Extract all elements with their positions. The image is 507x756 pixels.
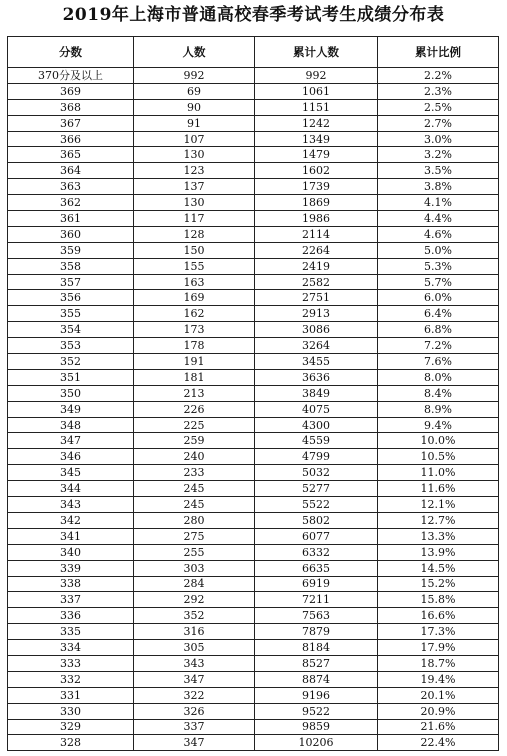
cell-cumulative-count: 7879 xyxy=(255,624,378,640)
cell-count: 69 xyxy=(134,83,255,99)
table-row xyxy=(8,719,499,735)
cell-cumulative-count: 9859 xyxy=(255,719,378,735)
cell-cumulative-ratio: 15.8% xyxy=(378,592,499,608)
cell-cumulative-count: 10206 xyxy=(255,735,378,751)
cell-count: 150 xyxy=(134,242,255,258)
cell-score: 358 xyxy=(8,258,134,274)
cell-count: 337 xyxy=(134,719,255,735)
cell-cumulative-count: 4075 xyxy=(255,401,378,417)
cell-count: 343 xyxy=(134,655,255,671)
cell-score: 359 xyxy=(8,242,134,258)
cell-count: 255 xyxy=(134,544,255,560)
cell-count: 128 xyxy=(134,226,255,242)
cell-cumulative-count: 8184 xyxy=(255,640,378,656)
cell-cumulative-count: 7563 xyxy=(255,608,378,624)
cell-cumulative-count: 4559 xyxy=(255,433,378,449)
cell-score: 350 xyxy=(8,385,134,401)
cell-score: 352 xyxy=(8,354,134,370)
table-row xyxy=(8,608,499,624)
table-row xyxy=(8,131,499,147)
cell-cumulative-count: 5277 xyxy=(255,481,378,497)
table-row xyxy=(8,338,499,354)
cell-count: 181 xyxy=(134,369,255,385)
cell-cumulative-count: 6332 xyxy=(255,544,378,560)
cell-score: 333 xyxy=(8,655,134,671)
cell-count: 292 xyxy=(134,592,255,608)
cell-score: 357 xyxy=(8,274,134,290)
table-row xyxy=(8,274,499,290)
cell-cumulative-count: 1479 xyxy=(255,147,378,163)
cell-cumulative-ratio: 2.5% xyxy=(378,99,499,115)
cell-cumulative-ratio: 6.4% xyxy=(378,306,499,322)
cell-cumulative-ratio: 8.0% xyxy=(378,369,499,385)
cell-score: 345 xyxy=(8,465,134,481)
table-row xyxy=(8,163,499,179)
cell-score: 342 xyxy=(8,512,134,528)
cell-score: 348 xyxy=(8,417,134,433)
cell-count: 322 xyxy=(134,687,255,703)
cell-count: 992 xyxy=(134,68,255,84)
cell-score: 339 xyxy=(8,560,134,576)
cell-count: 352 xyxy=(134,608,255,624)
cell-score: 341 xyxy=(8,528,134,544)
cell-cumulative-count: 4799 xyxy=(255,449,378,465)
cell-count: 213 xyxy=(134,385,255,401)
table-row xyxy=(8,592,499,608)
cell-cumulative-ratio: 4.6% xyxy=(378,226,499,242)
cell-score: 360 xyxy=(8,226,134,242)
cell-count: 259 xyxy=(134,433,255,449)
cell-cumulative-count: 2913 xyxy=(255,306,378,322)
cell-cumulative-count: 1739 xyxy=(255,179,378,195)
table-row xyxy=(8,258,499,274)
table-row xyxy=(8,735,499,751)
cell-count: 91 xyxy=(134,115,255,131)
cell-cumulative-ratio: 9.4% xyxy=(378,417,499,433)
cell-cumulative-ratio: 13.3% xyxy=(378,528,499,544)
table-body xyxy=(8,68,499,751)
cell-cumulative-count: 3455 xyxy=(255,354,378,370)
cell-cumulative-ratio: 3.5% xyxy=(378,163,499,179)
table-row xyxy=(8,179,499,195)
table-row xyxy=(8,449,499,465)
cell-cumulative-count: 2264 xyxy=(255,242,378,258)
cell-cumulative-ratio: 6.8% xyxy=(378,322,499,338)
cell-score: 362 xyxy=(8,195,134,211)
table-row xyxy=(8,417,499,433)
cell-score: 332 xyxy=(8,671,134,687)
cell-cumulative-count: 2114 xyxy=(255,226,378,242)
cell-score: 366 xyxy=(8,131,134,147)
table-row xyxy=(8,576,499,592)
cell-count: 169 xyxy=(134,290,255,306)
cell-count: 90 xyxy=(134,99,255,115)
cell-count: 245 xyxy=(134,481,255,497)
table-row xyxy=(8,290,499,306)
cell-score: 336 xyxy=(8,608,134,624)
cell-count: 240 xyxy=(134,449,255,465)
cell-score: 346 xyxy=(8,449,134,465)
cell-score: 369 xyxy=(8,83,134,99)
cell-cumulative-count: 5522 xyxy=(255,497,378,513)
table-row xyxy=(8,195,499,211)
table-row xyxy=(8,655,499,671)
cell-cumulative-count: 7211 xyxy=(255,592,378,608)
cell-cumulative-ratio: 7.2% xyxy=(378,338,499,354)
cell-cumulative-count: 6919 xyxy=(255,576,378,592)
table-row xyxy=(8,68,499,84)
table-row xyxy=(8,115,499,131)
cell-count: 275 xyxy=(134,528,255,544)
cell-score: 356 xyxy=(8,290,134,306)
cell-count: 316 xyxy=(134,624,255,640)
cell-cumulative-ratio: 2.3% xyxy=(378,83,499,99)
cell-cumulative-count: 2582 xyxy=(255,274,378,290)
cell-score: 330 xyxy=(8,703,134,719)
cell-cumulative-ratio: 2.2% xyxy=(378,68,499,84)
cell-score: 335 xyxy=(8,624,134,640)
cell-count: 107 xyxy=(134,131,255,147)
cell-score: 361 xyxy=(8,211,134,227)
cell-count: 226 xyxy=(134,401,255,417)
cell-cumulative-ratio: 20.1% xyxy=(378,687,499,703)
cell-count: 245 xyxy=(134,497,255,513)
cell-score: 343 xyxy=(8,497,134,513)
cell-cumulative-count: 1602 xyxy=(255,163,378,179)
cell-score: 340 xyxy=(8,544,134,560)
table-row xyxy=(8,433,499,449)
cell-cumulative-count: 1061 xyxy=(255,83,378,99)
cell-cumulative-count: 3849 xyxy=(255,385,378,401)
cell-cumulative-ratio: 14.5% xyxy=(378,560,499,576)
cell-cumulative-ratio: 10.5% xyxy=(378,449,499,465)
cell-cumulative-ratio: 22.4% xyxy=(378,735,499,751)
cell-cumulative-ratio: 4.1% xyxy=(378,195,499,211)
cell-count: 137 xyxy=(134,179,255,195)
cell-score: 354 xyxy=(8,322,134,338)
cell-cumulative-ratio: 5.7% xyxy=(378,274,499,290)
cell-score: 338 xyxy=(8,576,134,592)
cell-count: 191 xyxy=(134,354,255,370)
cell-cumulative-count: 1242 xyxy=(255,115,378,131)
cell-cumulative-ratio: 2.7% xyxy=(378,115,499,131)
table-row xyxy=(8,687,499,703)
cell-cumulative-count: 3264 xyxy=(255,338,378,354)
cell-cumulative-ratio: 12.7% xyxy=(378,512,499,528)
cell-cumulative-count: 9522 xyxy=(255,703,378,719)
cell-count: 284 xyxy=(134,576,255,592)
cell-count: 117 xyxy=(134,211,255,227)
table-row xyxy=(8,369,499,385)
table-row xyxy=(8,322,499,338)
cell-score: 347 xyxy=(8,433,134,449)
cell-count: 347 xyxy=(134,735,255,751)
table-row xyxy=(8,640,499,656)
cell-score: 355 xyxy=(8,306,134,322)
cell-score: 329 xyxy=(8,719,134,735)
cell-cumulative-count: 1349 xyxy=(255,131,378,147)
cell-cumulative-ratio: 7.6% xyxy=(378,354,499,370)
cell-score: 334 xyxy=(8,640,134,656)
cell-count: 173 xyxy=(134,322,255,338)
cell-cumulative-count: 9196 xyxy=(255,687,378,703)
cell-cumulative-count: 1151 xyxy=(255,99,378,115)
cell-score: 344 xyxy=(8,481,134,497)
cell-cumulative-count: 5032 xyxy=(255,465,378,481)
cell-cumulative-count: 3086 xyxy=(255,322,378,338)
cell-count: 305 xyxy=(134,640,255,656)
table-row xyxy=(8,703,499,719)
table-row xyxy=(8,385,499,401)
cell-cumulative-count: 4300 xyxy=(255,417,378,433)
cell-cumulative-count: 8874 xyxy=(255,671,378,687)
cell-score: 353 xyxy=(8,338,134,354)
cell-score: 331 xyxy=(8,687,134,703)
table-row xyxy=(8,242,499,258)
cell-score: 328 xyxy=(8,735,134,751)
table-row xyxy=(8,354,499,370)
cell-cumulative-count: 5802 xyxy=(255,512,378,528)
table-row xyxy=(8,99,499,115)
cell-cumulative-ratio: 11.0% xyxy=(378,465,499,481)
cell-count: 326 xyxy=(134,703,255,719)
cell-cumulative-ratio: 13.9% xyxy=(378,544,499,560)
cell-cumulative-count: 6077 xyxy=(255,528,378,544)
cell-score: 368 xyxy=(8,99,134,115)
cell-cumulative-ratio: 19.4% xyxy=(378,671,499,687)
cell-score: 351 xyxy=(8,369,134,385)
header-count: 人数 xyxy=(134,37,255,68)
cell-cumulative-count: 8527 xyxy=(255,655,378,671)
cell-cumulative-ratio: 18.7% xyxy=(378,655,499,671)
page-title: 2019年上海市普通高校春季考试考生成绩分布表 xyxy=(62,5,445,25)
cell-cumulative-ratio: 8.4% xyxy=(378,385,499,401)
cell-score: 370分及以上 xyxy=(8,68,134,84)
cell-count: 162 xyxy=(134,306,255,322)
table-row xyxy=(8,528,499,544)
table-row xyxy=(8,83,499,99)
cell-cumulative-ratio: 4.4% xyxy=(378,211,499,227)
cell-score: 363 xyxy=(8,179,134,195)
cell-cumulative-count: 1986 xyxy=(255,211,378,227)
cell-cumulative-ratio: 5.3% xyxy=(378,258,499,274)
cell-count: 130 xyxy=(134,195,255,211)
cell-cumulative-count: 2419 xyxy=(255,258,378,274)
score-distribution-table xyxy=(7,36,499,751)
cell-count: 163 xyxy=(134,274,255,290)
table-row xyxy=(8,512,499,528)
cell-cumulative-ratio: 6.0% xyxy=(378,290,499,306)
cell-cumulative-ratio: 3.8% xyxy=(378,179,499,195)
table-row xyxy=(8,560,499,576)
table-row xyxy=(8,544,499,560)
cell-score: 364 xyxy=(8,163,134,179)
cell-count: 225 xyxy=(134,417,255,433)
table-row xyxy=(8,147,499,163)
header-score: 分数 xyxy=(8,37,134,68)
table-row xyxy=(8,497,499,513)
cell-score: 337 xyxy=(8,592,134,608)
table-row xyxy=(8,671,499,687)
cell-cumulative-ratio: 20.9% xyxy=(378,703,499,719)
cell-count: 303 xyxy=(134,560,255,576)
cell-cumulative-ratio: 5.0% xyxy=(378,242,499,258)
cell-count: 130 xyxy=(134,147,255,163)
cell-cumulative-count: 992 xyxy=(255,68,378,84)
header-cumulative-ratio: 累计比例 xyxy=(378,37,499,68)
table-row xyxy=(8,211,499,227)
cell-count: 123 xyxy=(134,163,255,179)
cell-cumulative-count: 3636 xyxy=(255,369,378,385)
cell-cumulative-ratio: 10.0% xyxy=(378,433,499,449)
cell-cumulative-count: 6635 xyxy=(255,560,378,576)
cell-count: 178 xyxy=(134,338,255,354)
cell-count: 155 xyxy=(134,258,255,274)
cell-cumulative-ratio: 17.3% xyxy=(378,624,499,640)
cell-score: 365 xyxy=(8,147,134,163)
cell-cumulative-ratio: 3.2% xyxy=(378,147,499,163)
cell-cumulative-ratio: 12.1% xyxy=(378,497,499,513)
table-row xyxy=(8,306,499,322)
header-cumulative-count: 累计人数 xyxy=(255,37,378,68)
cell-count: 347 xyxy=(134,671,255,687)
cell-score: 349 xyxy=(8,401,134,417)
cell-cumulative-count: 1869 xyxy=(255,195,378,211)
cell-score: 367 xyxy=(8,115,134,131)
cell-cumulative-count: 2751 xyxy=(255,290,378,306)
table-header-row xyxy=(8,37,499,68)
cell-cumulative-ratio: 15.2% xyxy=(378,576,499,592)
cell-cumulative-ratio: 17.9% xyxy=(378,640,499,656)
cell-cumulative-ratio: 8.9% xyxy=(378,401,499,417)
cell-cumulative-ratio: 21.6% xyxy=(378,719,499,735)
table-row xyxy=(8,226,499,242)
table-row xyxy=(8,481,499,497)
cell-cumulative-ratio: 16.6% xyxy=(378,608,499,624)
cell-cumulative-ratio: 3.0% xyxy=(378,131,499,147)
cell-cumulative-ratio: 11.6% xyxy=(378,481,499,497)
cell-count: 280 xyxy=(134,512,255,528)
table-row xyxy=(8,401,499,417)
cell-count: 233 xyxy=(134,465,255,481)
table-row xyxy=(8,465,499,481)
table-row xyxy=(8,624,499,640)
